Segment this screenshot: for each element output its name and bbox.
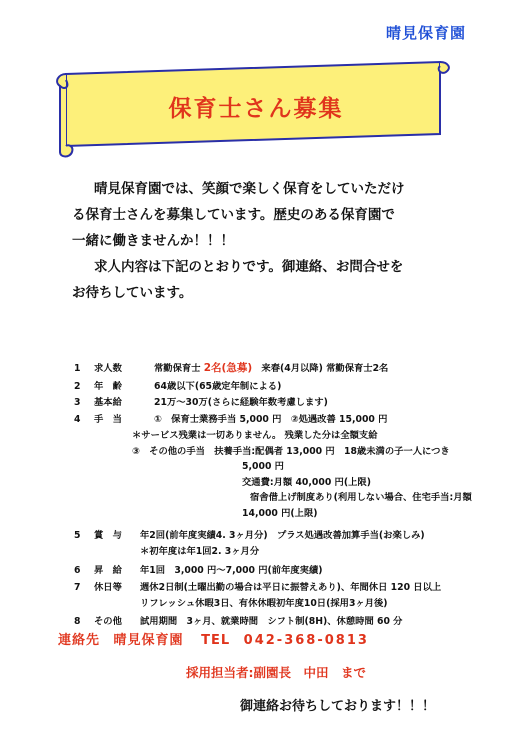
intro-line: 晴見保育園では、笑顔で楽しく保育をしていただけ — [94, 181, 405, 197]
row-number: 2 — [74, 381, 81, 392]
row-number: 8 — [74, 615, 81, 627]
org-name: 晴見保育園 — [386, 24, 467, 42]
intro-line: 一緒に働きませんか！！！ — [72, 233, 234, 249]
allowance-other: ③ その他の手当 扶養手当:配偶者 13,000 円 18歳未満の子一人につき — [132, 445, 450, 457]
row-value: 週休2日制(土曜出勤の場合は平日に振替えあり)、年間休日 120 日以上 — [140, 582, 442, 594]
intro-text — [72, 176, 472, 306]
closing-line: 御連絡お待ちしております！！！ — [240, 699, 436, 714]
row-number: 4 — [74, 414, 81, 425]
row-number: 6 — [74, 565, 81, 577]
detail-row-allowance — [74, 412, 514, 428]
row-label: 手 当 — [94, 414, 122, 425]
page-title: 保育士さん募集 — [168, 96, 344, 122]
urgent-badge: 2名(急募) — [203, 362, 253, 374]
row-number: 3 — [74, 397, 81, 408]
phone-number[interactable]: 042-368-0813 — [243, 633, 369, 648]
detail-row-age — [74, 379, 514, 395]
holidays-note: リフレッシュ休暇3日、有休休暇初年度10日(採用3ヶ月後) — [140, 598, 388, 610]
row-label: 賞 与 — [94, 529, 122, 541]
intro-line: 求人内容は下記のとおりです。御連絡、お問合せを — [94, 259, 404, 275]
row-label: 休日等 — [94, 582, 122, 594]
row-label: 基本給 — [94, 397, 122, 408]
detail-row-headcount — [74, 361, 514, 379]
row-value: 年2回(前年度実績4. 3ヶ月分) プラス処遇改善加算手当(お楽しみ) — [140, 529, 425, 541]
title-banner — [56, 60, 456, 160]
row-value: 64歳以下(65歳定年制による) — [154, 381, 282, 392]
allowance-transport: 交通費:月額 40,000 円(上限) — [242, 476, 371, 488]
row-number: 1 — [74, 363, 81, 374]
headcount-post: 来春(4月以降) 常勤保育士2名 — [261, 363, 389, 374]
allowance-housing: 宿舎借上げ制度あり(利用しない場合、住宅手当:月額 — [250, 492, 472, 504]
row-label: その他 — [94, 615, 122, 627]
allowance-note: ＊サービス残業は一切ありません。 残業した分は全額支給 — [132, 430, 378, 441]
row-label: 昇 給 — [94, 565, 122, 577]
headcount-pre: 常勤保育士 — [154, 363, 201, 374]
job-details — [74, 361, 514, 630]
row-number: 5 — [74, 529, 81, 541]
detail-row-bonus — [74, 528, 514, 544]
detail-row-holidays — [74, 580, 514, 596]
allowance-child: 5,000 円 — [242, 461, 284, 473]
recruiter-line: 採用担当者:副園長 中田 まで — [186, 665, 366, 680]
contact-line — [58, 629, 369, 648]
intro-line: お待ちしています。 — [72, 285, 193, 301]
tel-label: TEL — [201, 633, 231, 648]
detail-row-raise — [74, 563, 514, 580]
row-value — [154, 361, 388, 377]
allowance-housing-amount: 14,000 円(上限) — [242, 507, 318, 519]
contact-label: 連絡先 — [58, 633, 101, 648]
row-value: ① 保育士業務手当 5,000 円 ②処遇改善 15,000 円 — [154, 414, 388, 425]
row-value: 21万～30万(さらに経験年数考慮します) — [154, 397, 328, 408]
contact-org: 晴見保育園 — [113, 633, 184, 648]
row-number: 7 — [74, 582, 81, 594]
detail-row-other — [74, 614, 514, 630]
intro-line: る保育士さんを募集しています。歴史のある保育園で — [72, 207, 395, 223]
row-label: 年 齢 — [94, 381, 122, 392]
row-label: 求人数 — [94, 363, 122, 374]
detail-row-salary — [74, 395, 514, 412]
row-value: 試用期間 3ヶ月、就業時間 シフト制(8H)、休憩時間 60 分 — [140, 615, 403, 627]
bonus-note: ＊初年度は年1回2. 3ヶ月分 — [140, 545, 260, 557]
row-value: 年1回 3,000 円～7,000 円(前年度実績) — [140, 565, 323, 577]
